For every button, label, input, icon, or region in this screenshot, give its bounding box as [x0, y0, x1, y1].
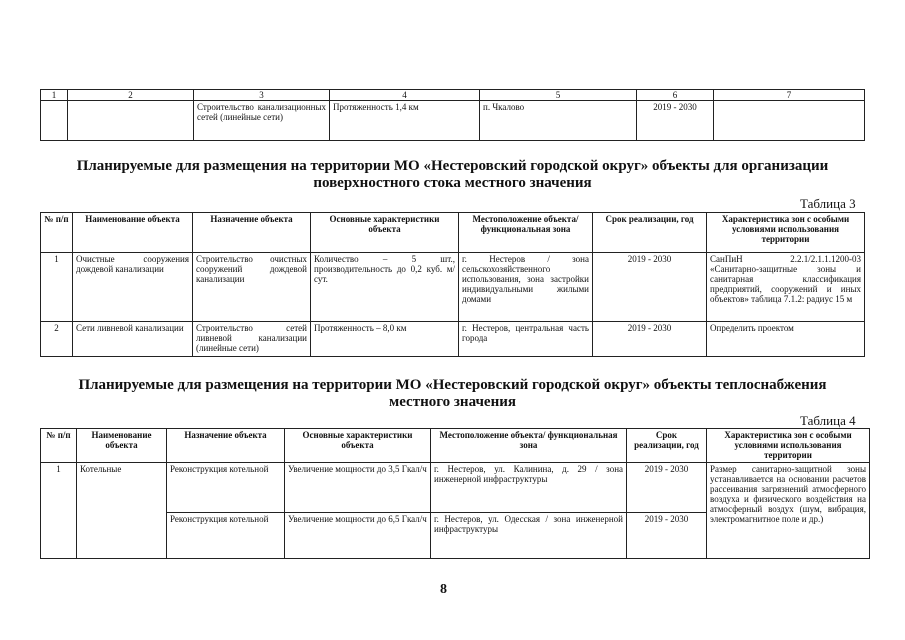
table-row — [41, 322, 865, 357]
cell-zones — [714, 101, 865, 141]
header-purpose: Назначение объекта — [167, 429, 285, 463]
table-row — [41, 101, 865, 141]
cell-name: Очистные сооружения дождевой канализации — [73, 253, 193, 322]
section3-heading-line2: поверхностного стока местного значения — [313, 175, 592, 191]
cell-location: г. Нестеров / зона сельскохозяйственного использования, зона застройки индивидуальными жилыми домами — [459, 253, 593, 322]
table4-header-row — [41, 429, 870, 463]
cell-characteristics: Увеличение мощности до 3,5 Гкал/ч — [285, 463, 431, 513]
cell-location: п. Чкалово — [480, 101, 637, 141]
cell-zones: Размер санитарно-защитной зоны устанавливается на основании расчетов рассеивания загрязнений атмосферного воздуха и физического воздействия на атмосферный воздух (шум, вибрация, электромагнитное поле и др.) — [707, 463, 870, 559]
cell-location: г. Нестеров, ул. Калинина, д. 29 / зона инженерной инфраструктуры — [431, 463, 627, 513]
header-characteristics: Основные характеристики объекта — [311, 213, 459, 253]
cell-term: 2019 - 2030 — [593, 322, 707, 357]
cell-location: г. Нестеров, центральная часть города — [459, 322, 593, 357]
table3-header-row — [41, 213, 865, 253]
section4-heading-line2: местного значения — [388, 394, 516, 410]
header-characteristics: Основные характеристики объекта — [285, 429, 431, 463]
cell-purpose: Строительство канализационных сетей (линейные сети) — [194, 101, 330, 141]
header-zones: Характеристика зон с особыми условиями использования территории — [707, 213, 865, 253]
table-row — [41, 463, 870, 513]
cell-name: Сети ливневой канализации — [73, 322, 193, 357]
cell-purpose: Строительство очистных сооружений дождевой канализации — [193, 253, 311, 322]
cell-name — [68, 101, 194, 141]
col-number: 7 — [714, 90, 865, 101]
cell-num — [41, 101, 68, 141]
section3-heading — [0, 158, 905, 192]
header-zones: Характеристика зон с особыми условиями использования территории — [707, 429, 870, 463]
header-term: Срок реализации, год — [627, 429, 707, 463]
col-number: 2 — [68, 90, 194, 101]
table-4 — [40, 428, 870, 559]
section4-heading-line1: Планируемые для размещения на территории МО «Нестеровский городской округ» объекты теплоснабжения — [78, 377, 827, 393]
col-number: 4 — [330, 90, 480, 101]
page-number: 8 — [440, 582, 447, 597]
cell-term: 2019 - 2030 — [637, 101, 714, 141]
cell-term: 2019 - 2030 — [593, 253, 707, 322]
cell-num: 2 — [41, 322, 73, 357]
table4-label: Таблица 4 — [800, 413, 856, 428]
cell-characteristics: Протяженность 1,4 км — [330, 101, 480, 141]
cell-name: Котельные — [77, 463, 167, 559]
cell-purpose: Строительство сетей ливневой канализации (линейные сети) — [193, 322, 311, 357]
cell-num: 1 — [41, 253, 73, 322]
col-number: 1 — [41, 90, 68, 101]
header-name: Наименование объекта — [73, 213, 193, 253]
cell-characteristics: Количество – 5 шт., производительность до 0,2 куб. м/сут. — [311, 253, 459, 322]
cell-term: 2019 - 2030 — [627, 513, 707, 559]
header-purpose: Назначение объекта — [193, 213, 311, 253]
cell-zones: Определить проектом — [707, 322, 865, 357]
cell-term: 2019 - 2030 — [627, 463, 707, 513]
header-num: № п/п — [41, 429, 77, 463]
header-term: Срок реализации, год — [593, 213, 707, 253]
header-location: Местоположение объекта/ функциональная зона — [459, 213, 593, 253]
col-number: 5 — [480, 90, 637, 101]
column-number-row — [41, 90, 865, 101]
cell-purpose: Реконструкция котельной — [167, 463, 285, 513]
table-continuation — [40, 89, 865, 141]
cell-characteristics: Протяженность – 8,0 км — [311, 322, 459, 357]
table-row — [41, 253, 865, 322]
cell-num: 1 — [41, 463, 77, 559]
table-3 — [40, 212, 865, 357]
header-name: Наименование объекта — [77, 429, 167, 463]
cell-location: г. Нестеров, ул. Одесская / зона инженерной инфраструктуры — [431, 513, 627, 559]
cell-purpose: Реконструкция котельной — [167, 513, 285, 559]
section4-heading — [0, 377, 905, 411]
table3-label: Таблица 3 — [800, 196, 856, 211]
header-location: Местоположение объекта/ функциональная зона — [431, 429, 627, 463]
cell-zones: СанПиН 2.2.1/2.1.1.1200-03 «Санитарно-защитные зоны и санитарная классификация предприятий, сооружений и иных объектов» таблица 7.1.2: радиус 15 м — [707, 253, 865, 322]
cell-characteristics: Увеличение мощности до 6,5 Гкал/ч — [285, 513, 431, 559]
header-num: № п/п — [41, 213, 73, 253]
col-number: 3 — [194, 90, 330, 101]
section3-heading-line1: Планируемые для размещения на территории МО «Нестеровский городской округ» объекты для организации — [76, 158, 829, 174]
col-number: 6 — [637, 90, 714, 101]
